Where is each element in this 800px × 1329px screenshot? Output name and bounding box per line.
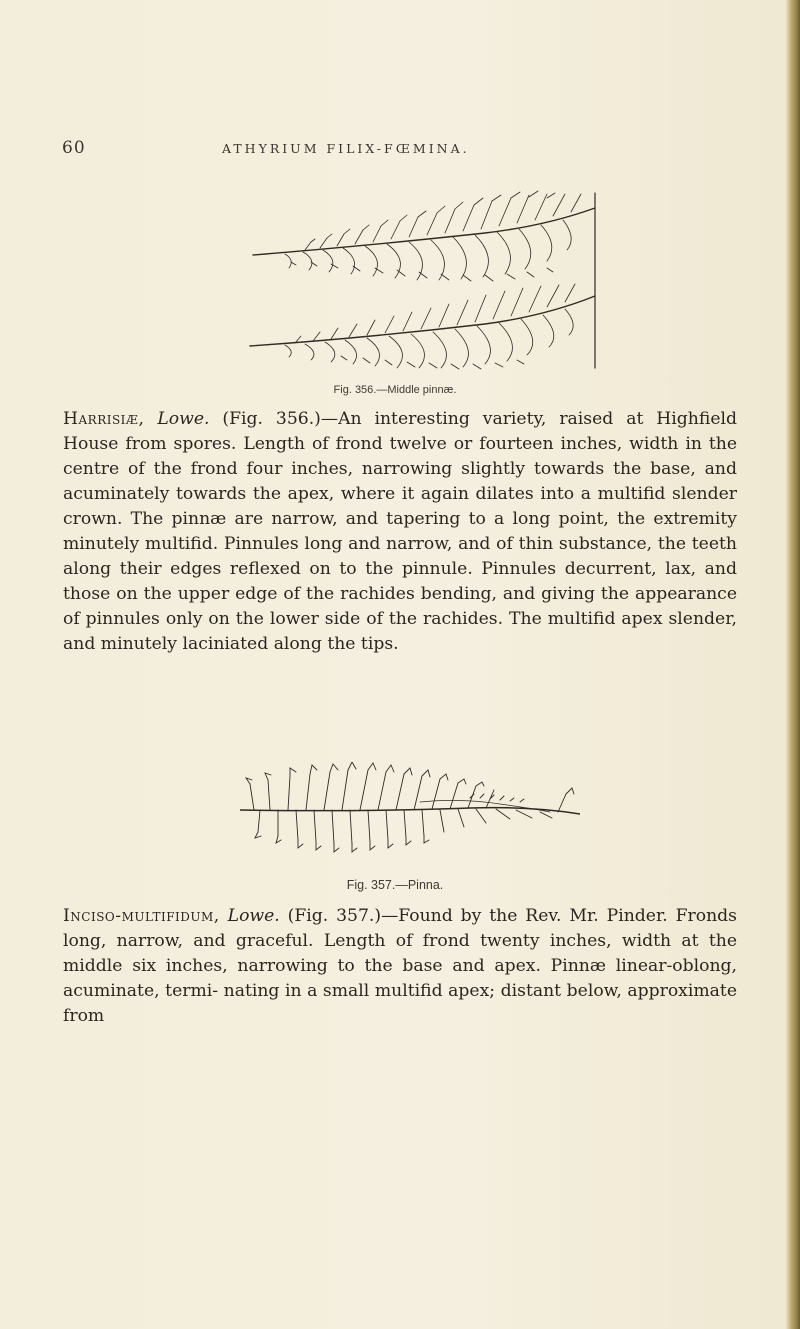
variety-name: Inciso-multifidum,: [63, 906, 220, 926]
entry-inciso-multifidum: [63, 904, 737, 1029]
figure-356: [245, 188, 605, 373]
running-title: ATHYRIUM FILIX-FŒMINA.: [222, 141, 470, 156]
variety-author: Lowe.: [227, 906, 280, 926]
variety-description: (Fig. 356.)—An interesting variety, raised at Highfield House from spores. Length of frond twelve or fourteen inches, width in the centre of the frond four inches, narrowing slightly towards the base, and acuminately towards the apex, where it again dilates into a multifid slender crown. The pinnæ are narrow, and tapering to a long point, the extremity minutely multifid. Pinnules long and narrow, and of thin substance, the teeth along their edges reflexed on to the pinnule. Pinnules decurrent, lax, and those on the upper edge of the rachides bending, and giving the appearance of pinnules only on the lower side of the rachides. The multifid apex slender, and minutely laciniated along the tips.: [63, 409, 737, 654]
figure-357: [240, 762, 580, 867]
page-number: 60: [62, 138, 86, 158]
page-edge: [786, 0, 800, 1329]
variety-name: Harrisiæ,: [63, 409, 145, 429]
entry-harrisiae: [63, 407, 737, 657]
variety-author: Lowe.: [157, 409, 210, 429]
figure-357-caption: Fig. 357.—Pinna.: [346, 878, 444, 892]
figure-356-caption: Fig. 356.—Middle pinnæ.: [333, 384, 457, 396]
fern-pinnae-engraving-icon: [245, 188, 605, 373]
variety-description: (Fig. 357.)—Found by the Rev. Mr. Pinder. Fronds long, narrow, and graceful. Length of frond twenty inches, width at the middle six inches, narrowing to the base and apex. Pinnæ linear-oblong, acuminate, termi- nating in a small multifid apex; distant below, approximate from: [63, 906, 737, 1026]
fern-pinna-engraving-icon: [240, 762, 580, 867]
running-head: [0, 138, 790, 162]
